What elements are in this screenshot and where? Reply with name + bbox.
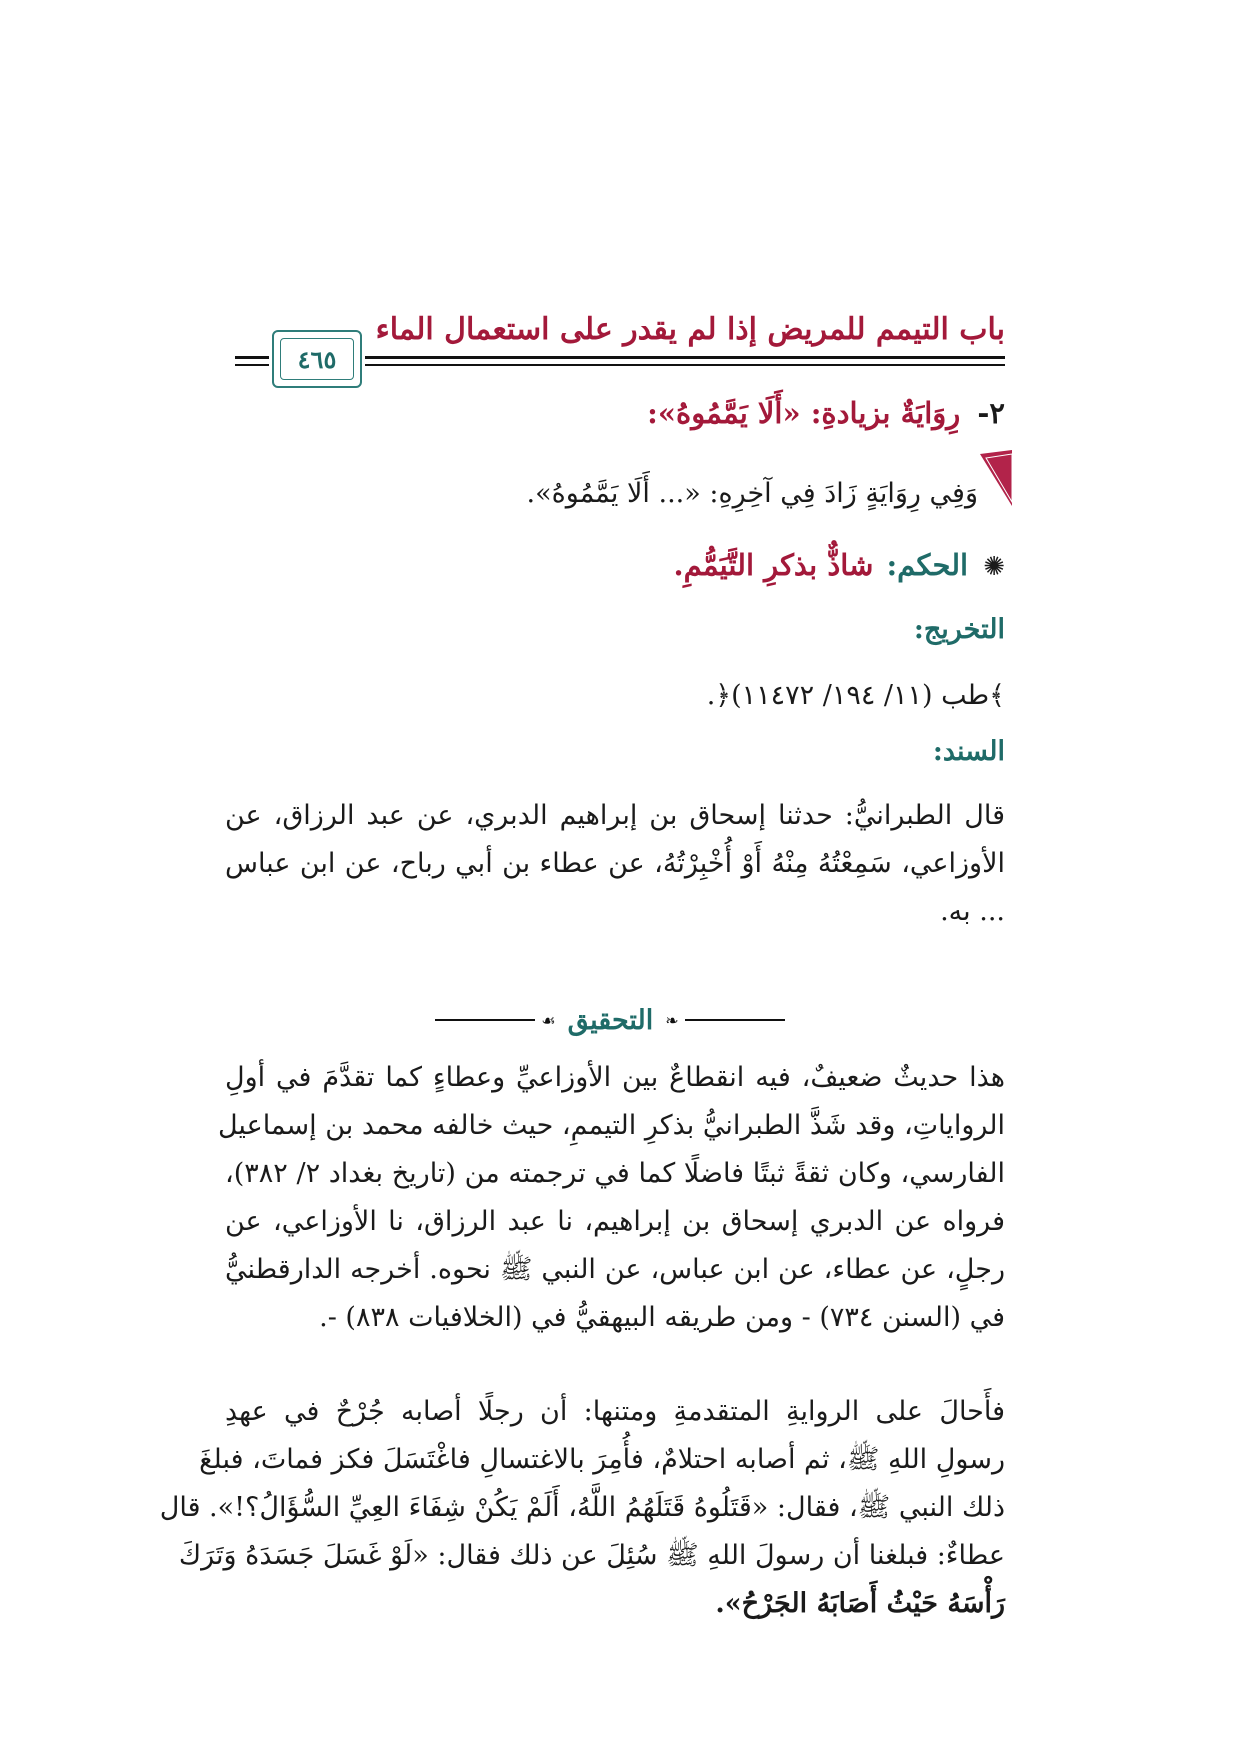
paragraph-line: هذا حديثٌ ضعيفٌ، فيه انقطاعٌ بين الأوزاعيِّ وعطاءٍ كما تقدَّمَ في أولِ <box>225 1062 1005 1093</box>
paragraph-line: رَأْسَهُ حَيْثُ أَصَابَهُ الجَرْحُ». <box>715 1588 1005 1619</box>
ruling-value: شاذٌّ بذكرِ التَّيَمُّمِ. <box>673 548 874 582</box>
ornament-icon: ☙ <box>541 1010 556 1030</box>
paragraph-line: في (السنن ٧٣٤) - ومن طريقه البيهقيُّ في (الخلافيات ٨٣٨) -. <box>319 1302 1005 1333</box>
sanad-line: الأوزاعي، سَمِعْتُهُ مِنْهُ أَوْ أُخْبِرْتُهُ، عن عطاء بن أبي رباح، عن ابن عباس <box>225 848 1005 879</box>
ornament-icon: ❧ <box>665 1010 679 1030</box>
rosette-icon: ✺ <box>983 552 1005 582</box>
divider-rule <box>685 1019 785 1021</box>
paragraph-line: الرواياتِ، وقد شَذَّ الطبرانيُّ بذكرِ التيممِ، حيث خالفه محمد بن إسماعيل <box>217 1110 1005 1141</box>
tahqiq-paragraph-2 <box>159 1388 1005 1628</box>
ruling-label: الحكم: <box>886 548 969 582</box>
sanad-paragraph <box>225 792 1005 936</box>
paragraph-line: فأَحالَ على الروايةِ المتقدمةِ ومتنها: أن رجلًا أصابه جُرْحٌ في عهدِ <box>225 1396 1005 1427</box>
tahqiq-divider <box>435 1000 785 1040</box>
header-rule-right-thin <box>365 364 1005 366</box>
chapter-title: باب التيمم للمريض إذا لم يقدر على استعمال الماء <box>375 312 1005 347</box>
sanad-label: السند: <box>932 736 1005 767</box>
sanad-line: ... به. <box>940 896 1005 927</box>
paragraph-line: رجلٍ، عن عطاء، عن ابن عباس، عن النبي ﷺ نحوه. أخرجه الدارقطنيُّ <box>225 1254 1005 1285</box>
header-rule-left <box>235 356 269 359</box>
sanad-line: قال الطبرانيُّ: حدثنا إسحاق بن إبراهيم الدبري، عن عبد الرزاق، عن <box>225 800 1005 831</box>
decorative-corner-icon <box>978 450 1012 506</box>
section-heading-text: رِوَايَةٌ بزيادةِ: «أَلَا يَمَّمُوهُ»: <box>647 396 961 430</box>
header-rule-right <box>365 356 1005 359</box>
paragraph-line: عطاءٌ: فبلغنا أن رسولَ اللهِ ﷺ سُئِلَ عن ذلك فقال: «لَوْ غَسَلَ جَسَدَهُ وَتَرَكَ <box>178 1540 1005 1571</box>
tahqiq-heading: التحقيق <box>567 1004 654 1036</box>
header-rule-left-thin <box>235 364 269 366</box>
section-heading-prefix: ٢- <box>977 396 1005 430</box>
narration-text: وَفِي رِوَايَةٍ زَادَ فِي آخِرِهِ: «... أَلَا يَمَّمُوهُ». <box>526 478 978 509</box>
page-number-frame <box>272 330 362 388</box>
paragraph-line: رسولِ اللهِ ﷺ، ثم أصابه احتلامٌ، فأُمِرَ بالاغتسالِ فاغْتَسَلَ فكز فماتَ، فبلغَ <box>199 1444 1005 1475</box>
paragraph-line: ذلك النبي ﷺ، فقال: «قَتَلُوهُ قَتَلَهُمُ اللَّهُ، أَلَمْ يَكُنْ شِفَاءَ العِيِّ السُّؤَالُ؟!». قال <box>159 1492 1005 1523</box>
paragraph-line: الفارسي، وكان ثقةً ثبتًا فاضلًا كما في ترجمته من (تاريخ بغداد ٢/ ٣٨٢)، <box>225 1158 1005 1189</box>
tahqiq-paragraph-1 <box>217 1054 1005 1342</box>
page-number: ٤٦٥ <box>280 338 354 380</box>
ruling-row <box>225 548 1005 582</box>
takhrij-text: ﴾طب (١١/ ١٩٤/ ١١٤٧٢)﴿. <box>706 680 1005 711</box>
paragraph-line: فرواه عن الدبري إسحاق بن إبراهيم، نا عبد الرزاق، نا الأوزاعي، عن <box>225 1206 1005 1237</box>
takhrij-label: التخريج: <box>913 614 1005 645</box>
section-heading <box>225 396 1005 430</box>
divider-rule <box>435 1019 535 1021</box>
